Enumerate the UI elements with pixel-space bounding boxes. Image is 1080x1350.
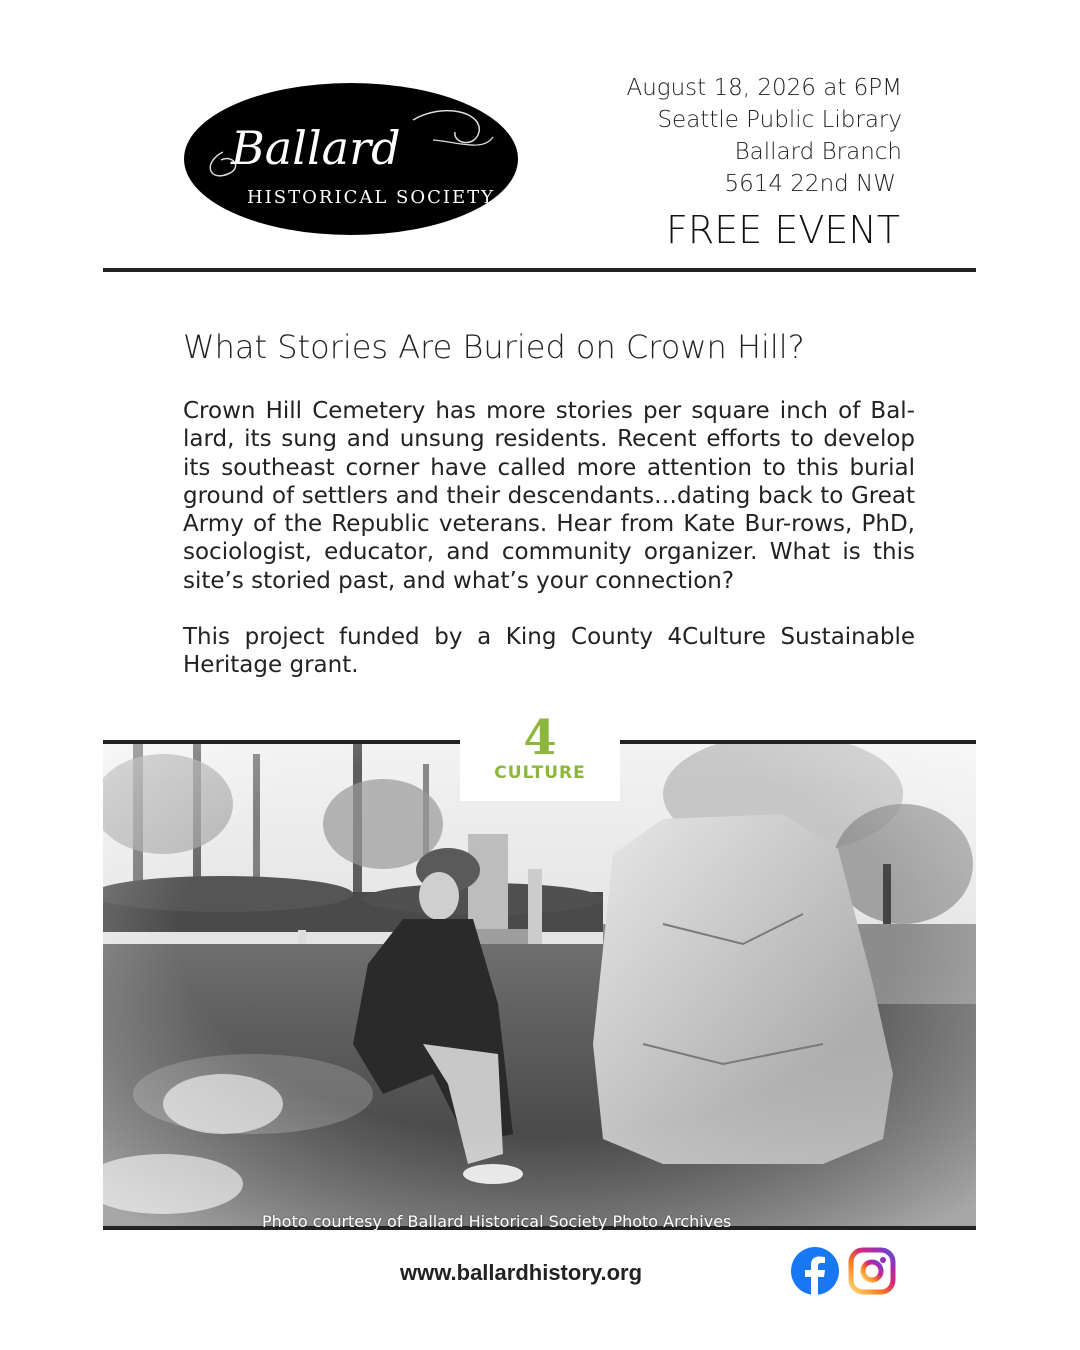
ballard-historical-society-logo (183, 82, 520, 236)
instagram-icon[interactable] (848, 1247, 896, 1295)
logo-script-text: Ballard (231, 121, 401, 175)
4culture-numeral: 4 (523, 710, 557, 766)
website-link[interactable]: www.ballardhistory.org (400, 1260, 643, 1285)
4culture-word: CULTURE (494, 763, 586, 783)
facebook-icon[interactable] (791, 1247, 839, 1295)
event-venue-line2: Ballard Branch (734, 139, 902, 165)
description-paragraph-1: Crown Hill Cemetery has more stories per square inch of Bal-lard, its sung and unsung residents. Recent efforts to develop its southeast corner have called more attention to this burial ground of settlers and their descendants…dating back to Great Army of the Republic veterans. Hear from Kate Bur-rows, PhD, sociologist, educator, and community organizer. What is this site’s storied past, and what’s your connection? (183, 398, 915, 594)
photo-credit: Photo courtesy of Ballard Historical Society Photo Archives (262, 1212, 732, 1231)
logo-subtitle: HISTORICAL SOCIETY (247, 187, 496, 208)
page-title: What Stories Are Buried on Crown Hill? (183, 328, 805, 366)
free-event-label: FREE EVENT (665, 208, 900, 252)
event-address: 5614 22nd NW (724, 171, 896, 197)
event-details (626, 72, 902, 200)
archival-cemetery-photo (103, 740, 976, 1230)
4culture-logo (460, 710, 620, 801)
event-date-time: August 18, 2026 at 6PM (626, 75, 902, 101)
description-paragraph-2: This project funded by a King County 4Culture Sustainable Heritage grant. (183, 624, 915, 679)
event-venue-line1: Seattle Public Library (657, 107, 902, 133)
top-divider (103, 268, 976, 272)
event-description (183, 397, 915, 708)
